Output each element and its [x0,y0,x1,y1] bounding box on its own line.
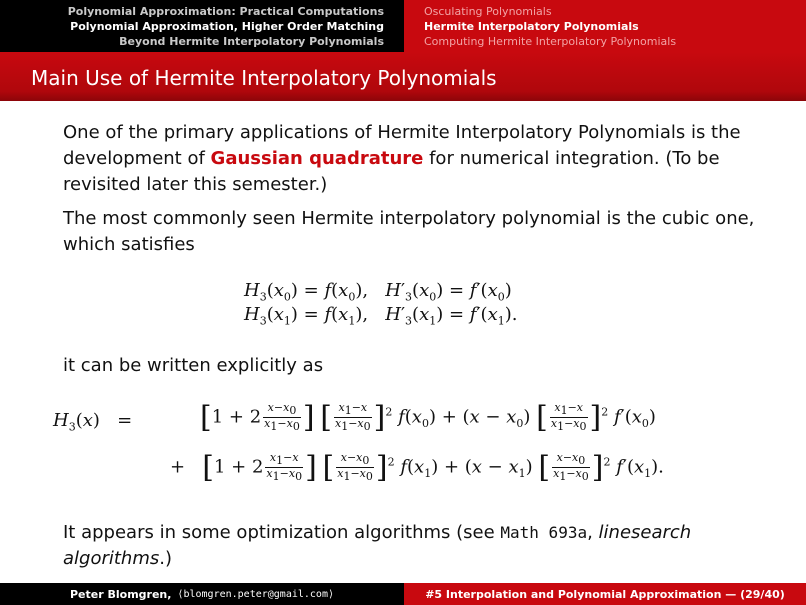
course-code: Math 693a [500,523,588,542]
paragraph-optimization [63,520,763,572]
gaussian-quadrature-highlight: Gaussian quadrature [210,148,424,169]
section-link-higher-order-matching[interactable]: Polynomial Approximation, Higher Order Matching [70,20,384,33]
author-email[interactable]: ⟨blomgren.peter@gmail.com⟩ [177,588,334,600]
section-nav [0,0,404,52]
top-navigation-bar [0,0,806,52]
paragraph-text: , [587,522,599,543]
slide-footer [0,583,806,605]
subsection-link-hermite-interpolatory[interactable]: Hermite Interpolatory Polynomials [424,20,639,33]
paragraph-applications [63,120,763,198]
subsection-link-osculating[interactable]: Osculating Polynomials [424,5,552,18]
formula-lhs: $H_3(x)$ = [53,410,133,434]
section-link-practical-computations[interactable]: Polynomial Approximation: Practical Computations [67,5,384,18]
section-link-beyond-hermite[interactable]: Beyond Hermite Interpolatory Polynomials [119,35,384,48]
paragraph-cubic: The most commonly seen Hermite interpolatory polynomial is the cubic one, which satisfies [63,208,755,255]
subsection-nav [404,0,806,52]
paragraph-explicit: it can be written explicitly as [63,355,324,376]
paragraph-text: .) [159,548,172,569]
subsection-link-computing-hermite[interactable]: Computing Hermite Interpolatory Polynomials [424,35,677,48]
hermite-condition-row-2: $H_3(x_1) = f(x_1)$, $H'_3(x_1) = f'(x_1)$. [244,304,518,328]
paragraph-text: It appears in some optimization algorithms (see [63,522,501,543]
hermite-condition-row-1: $H_3(x_0) = f(x_0)$, $H'_3(x_0) = f'(x_0)$ [244,280,512,304]
formula-row-1: [1 + 2 $\frac{x-x_0}{x_1-x_0}$ ] [ $\frac{x_1-x}{x_1-x_0}$ ]$^2$ $f(x_0) + (x - x_0)$ [ $\frac{x_1-x}{x_1-x_0}$ ]$^2$ $f'(x_0)$ [200,400,656,435]
slide-title: Main Use of Hermite Interpolatory Polynomials [31,66,497,90]
footer-lecture-info: #5 Interpolation and Polynomial Approximation — (29/40) [404,583,806,605]
author-name: Peter Blomgren, [70,587,172,601]
paragraph-text: One of the primary applications of Hermite Interpolatory Polynomials is the development of [63,122,741,169]
linesearch-algorithms-text: linesearch algorithms [63,522,692,569]
footer-author [0,583,404,605]
slide-title-bar [0,52,806,101]
formula-row-2: + [1 + 2 $\frac{x_1-x}{x_1-x_0}$ ] [ $\frac{x-x_0}{x_1-x_0}$ ]$^2$ $f(x_1) + (x - x_1)$ [ $\frac{x-x_0}{x_1-x_0}$ ]$^2$ $f'(x_1)$. [170,450,664,485]
paragraph-text: for numerical integration. (To be revisited later this semester.) [63,148,720,195]
